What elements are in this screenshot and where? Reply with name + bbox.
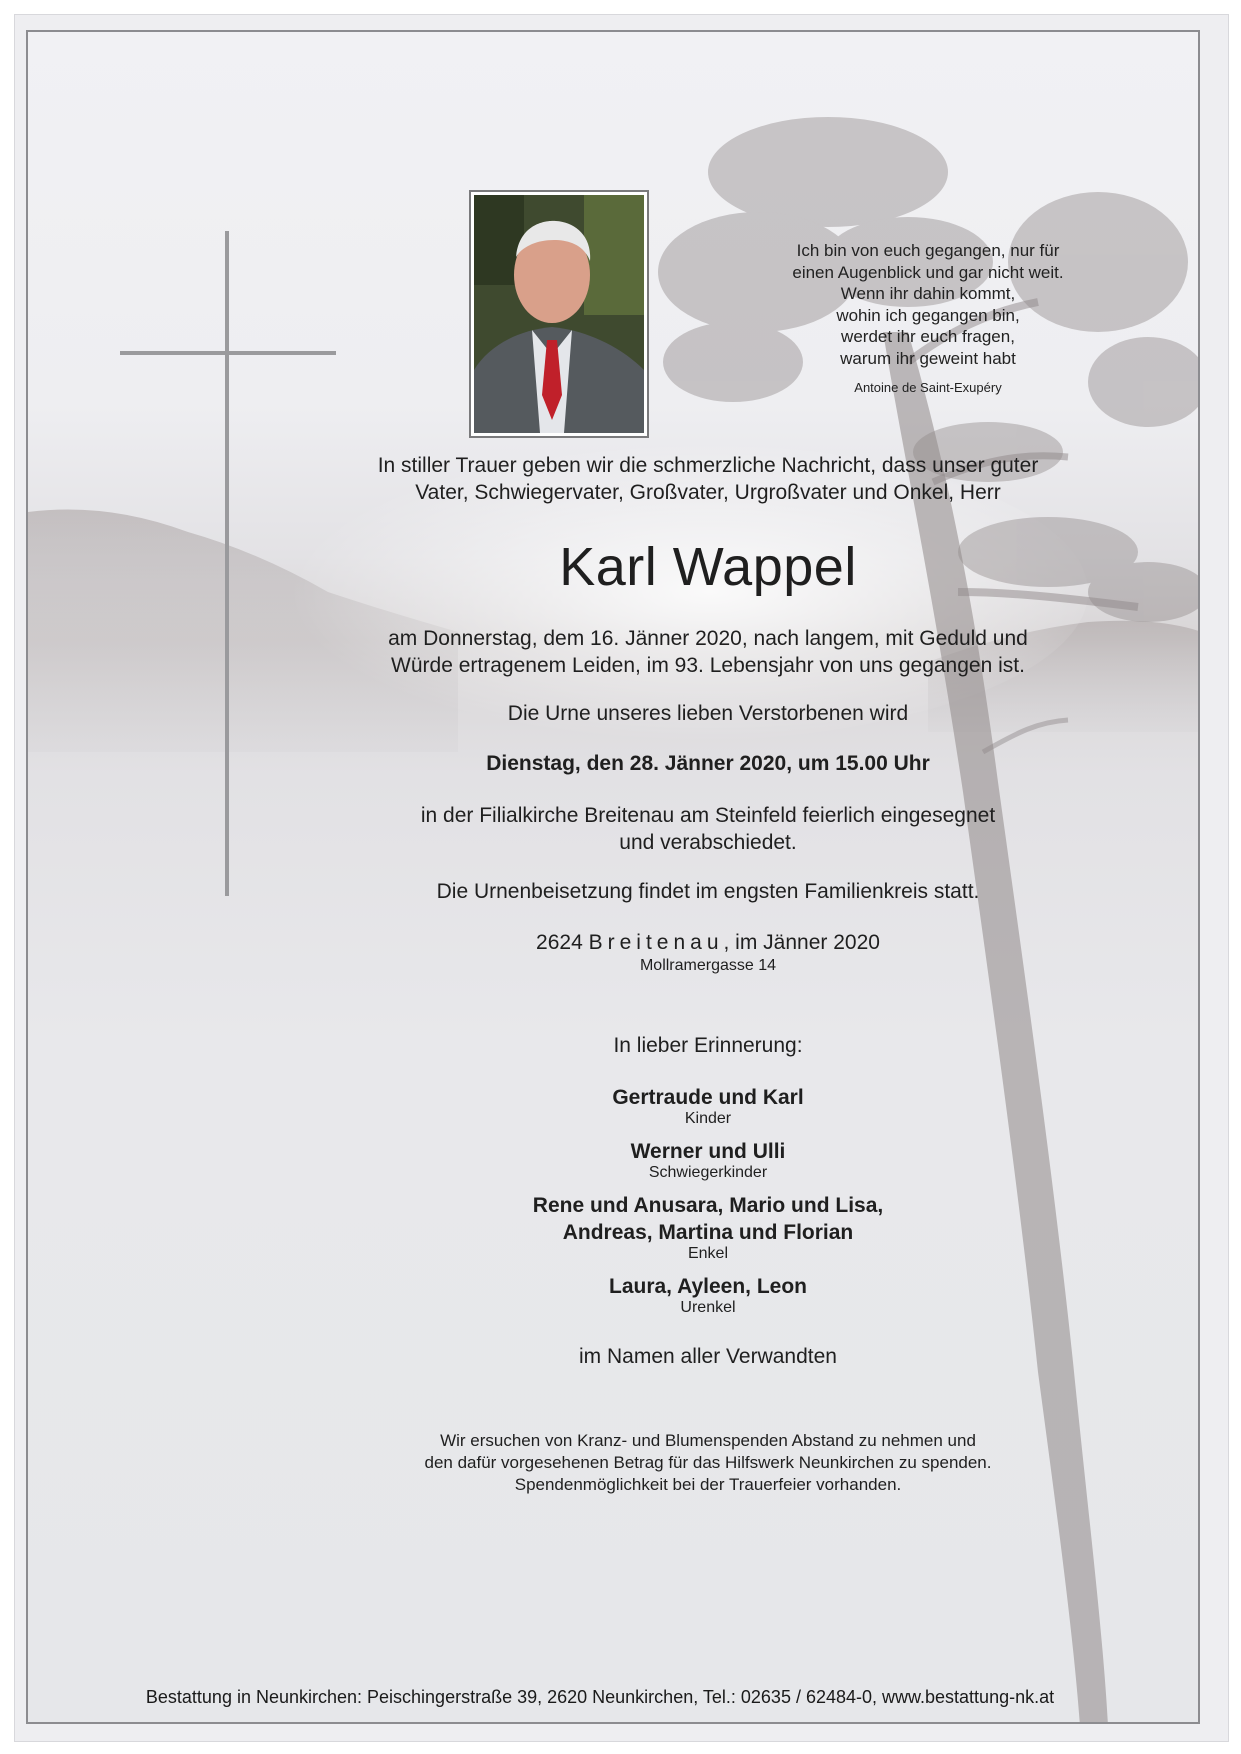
death-notice	[268, 625, 1148, 679]
street-address: Mollramergasse 14	[639, 957, 777, 974]
quote-line: einen Augenblick und gar nicht weit.	[792, 262, 1064, 282]
donation-line: Spendenmöglichkeit bei der Trauerfeier vorhanden.	[514, 1475, 902, 1494]
donation-line: Wir ersuchen von Kranz- und Blumenspenden Abstand zu nehmen und	[440, 1431, 976, 1450]
quote-line: werdet ihr euch fragen,	[841, 327, 1015, 346]
family-greatgrandchildren-names: Laura, Ayleen, Leon	[609, 1275, 807, 1298]
grandchildren-line: Rene und Anusara, Mario und Lisa,	[532, 1194, 884, 1217]
town-name: Breitenau	[588, 931, 724, 954]
announcement-text	[268, 452, 1148, 506]
family-children-names: Gertraude und Karl	[612, 1086, 804, 1109]
family-children-relation: Kinder	[684, 1110, 732, 1127]
memorial-quote	[758, 240, 1098, 399]
family-inlaws-names: Werner und Ulli	[630, 1140, 786, 1163]
quote-line: wohin ich gegangen bin,	[836, 305, 1020, 325]
ceremony-date: Dienstag, den 28. Jänner 2020, um 15.00 Uhr	[486, 752, 930, 775]
death-line: Würde ertragenem Leiden, im 93. Lebensjahr von uns gegangen ist.	[391, 654, 1025, 677]
announcement-line: Vater, Schwiegervater, Großvater, Urgroßvater und Onkel, Herr	[415, 481, 1001, 504]
family-greatgrandchildren-relation: Urenkel	[680, 1299, 736, 1316]
relatives-line: im Namen aller Verwandten	[579, 1345, 837, 1368]
ceremony-place-line: in der Filialkirche Breitenau am Steinfeld feierlich eingesegnet	[420, 804, 996, 827]
quote-author: Antoine de Saint-Exupéry	[854, 380, 1002, 395]
portrait-photo	[469, 190, 649, 438]
obituary-frame	[26, 30, 1200, 1724]
ceremony-place-line: und verabschiedet.	[619, 831, 797, 854]
quote-line: Wenn ihr dahin kommt,	[840, 284, 1016, 303]
death-line: am Donnerstag, dem 16. Jänner 2020, nach langem, mit Geduld und	[388, 627, 1028, 650]
family-grandchildren-relation: Enkel	[687, 1245, 729, 1262]
man-portrait-icon	[474, 195, 644, 433]
location-date: , im Jänner 2020	[723, 931, 880, 954]
quote-line: warum ihr geweint habt	[840, 348, 1016, 368]
donation-line: den dafür vorgesehenen Betrag für das Hilfswerk Neunkirchen zu spenden.	[424, 1453, 992, 1472]
grandchildren-line: Andreas, Martina und Florian	[562, 1221, 854, 1244]
funeral-home-footer: Bestattung in Neunkirchen: Peischingerstraße 39, 2620 Neunkirchen, Tel.: 02635 / 62484-0, www.bestattung-nk.at	[145, 1687, 1055, 1707]
postcode: 2624	[536, 931, 583, 954]
donation-note	[268, 1430, 1148, 1496]
location-line	[268, 929, 1148, 956]
quote-line: Ich bin von euch gegangen, nur für	[796, 241, 1060, 260]
family-inlaws-relation: Schwiegerkinder	[648, 1164, 768, 1181]
memory-heading: In lieber Erinnerung:	[613, 1034, 803, 1057]
urn-intro: Die Urne unseres lieben Verstorbenen wird	[507, 702, 909, 725]
ceremony-place	[268, 802, 1148, 856]
announcement-line: In stiller Trauer geben wir die schmerzliche Nachricht, dass unser guter	[377, 454, 1039, 477]
cross-vertical-bar	[225, 231, 229, 896]
burial-note: Die Urnenbeisetzung findet im engsten Familienkreis statt.	[436, 880, 980, 903]
family-grandchildren-names	[268, 1192, 1148, 1246]
deceased-name: Karl Wappel	[559, 537, 857, 597]
cross-horizontal-bar	[120, 351, 336, 355]
